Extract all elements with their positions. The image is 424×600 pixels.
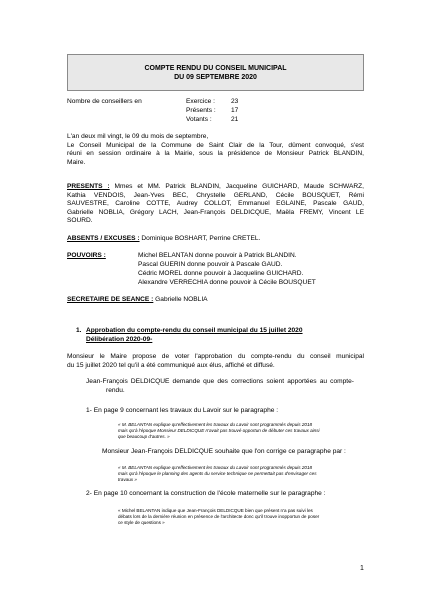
section-title: Approbation du compte-rendu du conseil municipal du 15 juillet 2020	[86, 327, 303, 334]
quote-original-1	[118, 422, 320, 440]
counts-label: Nombre de conseillers en	[67, 98, 142, 105]
pouvoirs-label: POUVOIRS :	[67, 252, 106, 259]
correction-item-2: 2- En page 10 concernant la construction de l'école maternelle sur le paragraphe :	[86, 490, 326, 497]
count-votants-label: Votants :	[186, 116, 212, 123]
correction-item-1: 1- En page 9 concernant les travaux du Lavoir sur le paragraphe :	[86, 407, 279, 414]
paragraph-line: Jean-François DELDICQUE demande que des corrections soient apportées au compte-	[86, 378, 354, 385]
paragraph-line: rendu.	[106, 386, 125, 394]
absents-text: Dominique BOSHART, Perrine CRETEL.	[139, 235, 261, 242]
count-exercice-label: Exercice :	[186, 98, 215, 105]
quote-line: « Michel BELANTAN indique que Jean-François DELDICQUE bien que présent n'a pas suivi les	[118, 508, 313, 513]
presents-line: SOURD.	[67, 217, 93, 225]
intro-line: Le Conseil Municipal de la Commune de Saint Clair de la Tour, dûment convoqué, s'est	[67, 141, 364, 149]
secretaire-text: Gabrielle NOBLIA	[153, 296, 208, 303]
count-presents-value: 17	[231, 107, 239, 114]
correction-wish-paragraph: Monsieur Jean-François DELDICQUE souhaite que l'on corrige ce paragraphe par :	[102, 448, 346, 455]
secretaire-line	[67, 296, 208, 305]
quote-line: débats lors de la dernière réunion en présence de l'architecte donc qu'il trouve inopportun de poser	[118, 514, 320, 519]
count-presents-label: Présents :	[186, 107, 216, 114]
document-date: DU 09 SEPTEMBRE 2020	[174, 73, 257, 81]
document-title-box	[67, 54, 364, 91]
presents-line: Gabrielle NOBLIA, Grégory LACH, Jean-François DELDICQUE, Maëla FREMY, Vincent LE	[67, 208, 364, 216]
presents-line: Mmes et MM. Patrick BLANDIN, Jacqueline GUICHARD, Maude SCHWARZ,	[109, 183, 364, 190]
quote-line: « M. BELANTAN explique qu'effectivement les travaux du Lavoir sont programmés depuis 2018	[118, 422, 313, 427]
count-exercice-value: 23	[231, 98, 239, 105]
quote-line: travaux »	[118, 477, 137, 482]
approval-paragraph	[67, 353, 364, 370]
correction-request-paragraph	[86, 378, 354, 395]
document-title: COMPTE RENDU DU CONSEIL MUNICIPAL	[144, 64, 287, 72]
quote-line: mais qu'à l'époque Monsieur DELDICQUE n'avait pas trouvé opportun de débuter ces travaux ainsi	[118, 428, 320, 433]
quote-line: que beaucoup d'autres. »	[118, 434, 170, 439]
absents-label: ABSENTS / EXCUSES :	[67, 235, 140, 242]
quote-line: mais qu'à l'époque le planning des agents du service technique ne permettait pas d'envisager ces	[118, 471, 317, 476]
pouvoir-item: Pascal GUERIN donne pouvoir à Pascale GAUD.	[138, 261, 283, 268]
quote-original-2	[118, 508, 319, 526]
quote-line: ce style de questions »	[118, 520, 165, 525]
count-votants-value: 21	[231, 116, 239, 123]
secretaire-label: SECRETAIRE DE SEANCE :	[67, 296, 154, 303]
pouvoir-item: Michel BELANTAN donne pouvoir à Patrick BLANDIN.	[138, 252, 297, 259]
quote-corrected-1	[118, 465, 317, 483]
presents-label: PRESENTS :	[67, 183, 110, 190]
intro-line: Maire.	[67, 158, 86, 166]
pouvoir-item: Alexandre VERRECHIA donne pouvoir à Cécile BOUSQUET	[138, 279, 316, 286]
section-number: 1.	[76, 327, 82, 334]
pouvoir-item: Cédric MOREL donne pouvoir à Jacqueline GUICHARD.	[138, 270, 304, 277]
section-subtitle: Délibération 2020-09-	[86, 336, 153, 343]
presents-line: SAUVESTRE, Caroline COTTE, Audrey COLLOT, Emmanuel EGLAINE, Pascale GAUD,	[67, 200, 364, 208]
intro-line: L'an deux mil vingt, le 09 du mois de septembre,	[67, 133, 209, 140]
page-number: 1	[360, 565, 364, 572]
presents-line: Kathia VENDOIS, Jean-Yves BEC, Chrystelle GERLAND, Cécile BOUSQUET, Rémi	[67, 191, 364, 199]
paragraph-line: du 15 juillet 2020 tel qu'il a été communiqué aux élus, affiché et diffusé.	[67, 361, 275, 369]
intro-line: réuni en session ordinaire à la Mairie, sous la présidence de Monsieur Patrick BLANDIN,	[67, 150, 364, 158]
presents-paragraph	[67, 183, 364, 226]
quote-line: « M. BELANTAN explique qu'effectivement les travaux du Lavoir sont programmés depuis 2018	[118, 465, 313, 470]
intro-paragraph	[67, 133, 364, 167]
paragraph-line: Monsieur le Maire propose de voter l'approbation du compte-rendu du conseil municipal	[67, 353, 364, 360]
absents-line	[67, 235, 260, 244]
